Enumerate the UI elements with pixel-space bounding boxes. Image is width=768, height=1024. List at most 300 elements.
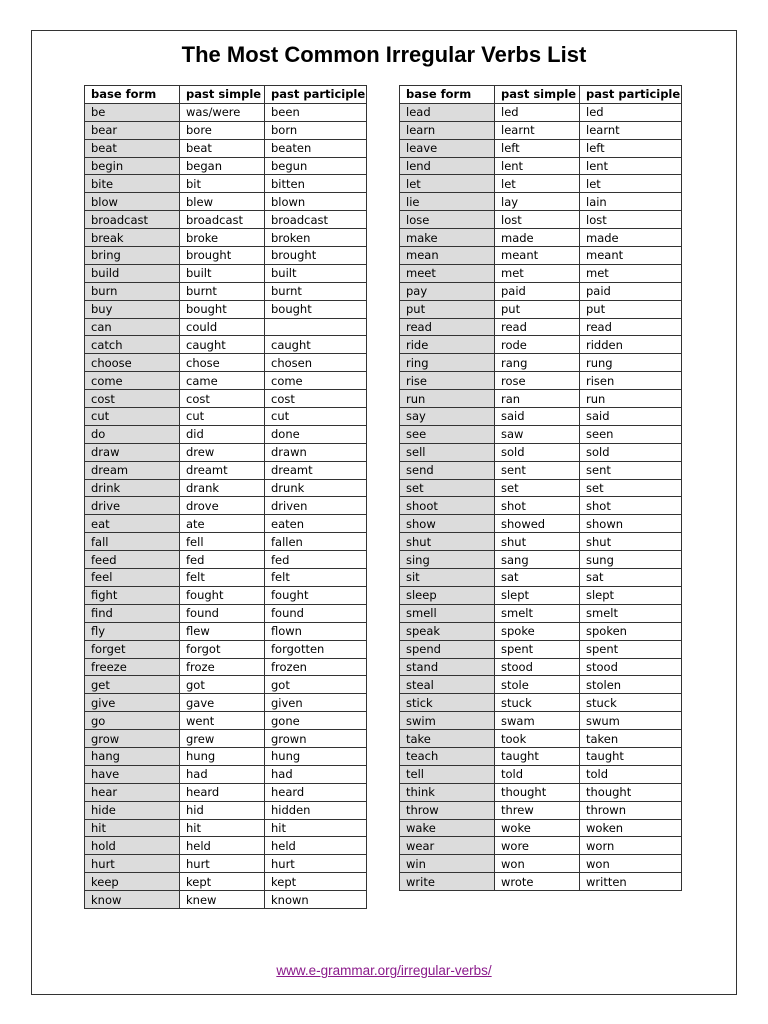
cell-past-participle: seen	[580, 425, 682, 443]
cell-past-simple: hid	[180, 801, 265, 819]
table-row	[400, 264, 682, 282]
table-row	[400, 372, 682, 390]
cell-past-participle: dreamt	[265, 461, 367, 479]
cell-past-simple: sang	[495, 551, 580, 569]
table-row	[400, 443, 682, 461]
cell-past-simple: won	[495, 855, 580, 873]
cell-past-simple: made	[495, 229, 580, 247]
table-row	[85, 479, 367, 497]
cell-past-simple: built	[180, 264, 265, 282]
table-row	[400, 855, 682, 873]
table-row	[85, 318, 367, 336]
table-row	[85, 282, 367, 300]
cell-past-participle: made	[580, 229, 682, 247]
cell-base-form: stand	[400, 658, 495, 676]
cell-past-simple: spoke	[495, 622, 580, 640]
table-row	[85, 891, 367, 909]
cell-past-participle: sat	[580, 569, 682, 587]
cell-base-form: keep	[85, 873, 180, 891]
cell-base-form: fight	[85, 586, 180, 604]
cell-past-simple: led	[495, 103, 580, 121]
cell-past-simple: learnt	[495, 121, 580, 139]
table-row	[400, 193, 682, 211]
cell-base-form: know	[85, 891, 180, 909]
table-row	[85, 157, 367, 175]
cell-past-participle: told	[580, 765, 682, 783]
table-row	[400, 497, 682, 515]
table-row	[400, 354, 682, 372]
cell-base-form: lose	[400, 211, 495, 229]
table-row	[400, 569, 682, 587]
cell-base-form: let	[400, 175, 495, 193]
cell-base-form: pay	[400, 282, 495, 300]
cell-past-simple: put	[495, 300, 580, 318]
cell-past-participle: hung	[265, 747, 367, 765]
table-row	[85, 801, 367, 819]
cell-base-form: bite	[85, 175, 180, 193]
cell-past-simple: fought	[180, 586, 265, 604]
table-row	[85, 121, 367, 139]
cell-base-form: sleep	[400, 586, 495, 604]
cell-past-participle: broadcast	[265, 211, 367, 229]
cell-past-simple: stood	[495, 658, 580, 676]
table-row	[85, 515, 367, 533]
cell-past-simple: paid	[495, 282, 580, 300]
cell-past-participle: given	[265, 694, 367, 712]
cell-past-simple: took	[495, 730, 580, 748]
table-row	[400, 533, 682, 551]
table-row	[85, 372, 367, 390]
cell-base-form: throw	[400, 801, 495, 819]
cell-base-form: get	[85, 676, 180, 694]
cell-past-participle	[265, 318, 367, 336]
cell-past-participle: sung	[580, 551, 682, 569]
cell-base-form: spend	[400, 640, 495, 658]
table-row	[85, 676, 367, 694]
table-row	[85, 569, 367, 587]
cell-past-simple: drove	[180, 497, 265, 515]
cell-base-form: begin	[85, 157, 180, 175]
cell-past-simple: chose	[180, 354, 265, 372]
table-row	[400, 479, 682, 497]
table-row	[400, 211, 682, 229]
cell-past-participle: frozen	[265, 658, 367, 676]
table-row	[400, 765, 682, 783]
cell-past-simple: knew	[180, 891, 265, 909]
cell-past-simple: lost	[495, 211, 580, 229]
cell-base-form: bear	[85, 121, 180, 139]
cell-past-simple: thought	[495, 783, 580, 801]
cell-base-form: steal	[400, 676, 495, 694]
cell-past-simple: fed	[180, 551, 265, 569]
cell-past-simple: came	[180, 372, 265, 390]
table-row	[85, 747, 367, 765]
cell-past-participle: eaten	[265, 515, 367, 533]
cell-past-participle: felt	[265, 569, 367, 587]
cell-base-form: send	[400, 461, 495, 479]
cell-past-simple: rode	[495, 336, 580, 354]
table-row	[85, 765, 367, 783]
cell-past-participle: risen	[580, 372, 682, 390]
cell-past-simple: showed	[495, 515, 580, 533]
cell-past-participle: set	[580, 479, 682, 497]
cell-past-simple: taught	[495, 747, 580, 765]
cell-base-form: come	[85, 372, 180, 390]
table-row	[85, 264, 367, 282]
cell-past-simple: sold	[495, 443, 580, 461]
cell-past-simple: bought	[180, 300, 265, 318]
cell-past-participle: hidden	[265, 801, 367, 819]
cell-past-simple: sent	[495, 461, 580, 479]
table-row	[400, 712, 682, 730]
table-row	[400, 586, 682, 604]
header-past-participle: past participle	[265, 86, 367, 104]
cell-base-form: wear	[400, 837, 495, 855]
cell-base-form: forget	[85, 640, 180, 658]
table-row	[400, 336, 682, 354]
cell-past-participle: left	[580, 139, 682, 157]
cell-base-form: drive	[85, 497, 180, 515]
cell-base-form: hang	[85, 747, 180, 765]
cell-past-simple: had	[180, 765, 265, 783]
cell-past-participle: heard	[265, 783, 367, 801]
cell-base-form: speak	[400, 622, 495, 640]
cell-base-form: teach	[400, 747, 495, 765]
table-row	[85, 211, 367, 229]
table-row	[85, 354, 367, 372]
cell-past-participle: taught	[580, 747, 682, 765]
cell-base-form: build	[85, 264, 180, 282]
cell-past-simple: forgot	[180, 640, 265, 658]
cell-past-participle: fed	[265, 551, 367, 569]
cell-base-form: leave	[400, 139, 495, 157]
cell-base-form: meet	[400, 264, 495, 282]
table-row	[85, 640, 367, 658]
table-row	[400, 229, 682, 247]
table-row	[85, 855, 367, 873]
cell-past-participle: cost	[265, 390, 367, 408]
cell-past-participle: lost	[580, 211, 682, 229]
cell-past-participle: spent	[580, 640, 682, 658]
cell-past-participle: done	[265, 425, 367, 443]
cell-past-simple: grew	[180, 730, 265, 748]
table-row	[400, 461, 682, 479]
cell-past-participle: stolen	[580, 676, 682, 694]
cell-past-participle: said	[580, 408, 682, 426]
cell-base-form: smell	[400, 604, 495, 622]
cell-base-form: hide	[85, 801, 180, 819]
cell-base-form: do	[85, 425, 180, 443]
cell-base-form: cost	[85, 390, 180, 408]
cell-past-simple: ate	[180, 515, 265, 533]
cell-base-form: mean	[400, 247, 495, 265]
table-row	[85, 175, 367, 193]
cell-past-participle: paid	[580, 282, 682, 300]
cell-past-participle: beaten	[265, 139, 367, 157]
cell-past-participle: sent	[580, 461, 682, 479]
table-row	[400, 318, 682, 336]
cell-past-participle: rung	[580, 354, 682, 372]
cell-past-simple: began	[180, 157, 265, 175]
cell-base-form: learn	[400, 121, 495, 139]
cell-past-simple: threw	[495, 801, 580, 819]
cell-base-form: think	[400, 783, 495, 801]
table-row	[85, 730, 367, 748]
cell-past-simple: rang	[495, 354, 580, 372]
cell-base-form: feed	[85, 551, 180, 569]
cell-past-participle: hurt	[265, 855, 367, 873]
cell-past-simple: slept	[495, 586, 580, 604]
cell-past-participle: caught	[265, 336, 367, 354]
cell-past-simple: wrote	[495, 873, 580, 891]
cell-past-simple: bit	[180, 175, 265, 193]
table-row	[400, 604, 682, 622]
cell-past-simple: hung	[180, 747, 265, 765]
table-row	[400, 157, 682, 175]
cell-past-participle: fallen	[265, 533, 367, 551]
cell-past-participle: flown	[265, 622, 367, 640]
cell-base-form: wake	[400, 819, 495, 837]
cell-past-simple: cost	[180, 390, 265, 408]
cell-past-participle: stuck	[580, 694, 682, 712]
cell-past-participle: met	[580, 264, 682, 282]
cell-base-form: see	[400, 425, 495, 443]
table-row	[85, 247, 367, 265]
cell-base-form: lie	[400, 193, 495, 211]
cell-past-simple: sat	[495, 569, 580, 587]
cell-base-form: give	[85, 694, 180, 712]
cell-base-form: hear	[85, 783, 180, 801]
header-past-participle: past participle	[580, 86, 682, 104]
cell-past-participle: ridden	[580, 336, 682, 354]
table-row	[400, 873, 682, 891]
cell-past-participle: won	[580, 855, 682, 873]
table-row	[85, 658, 367, 676]
cell-base-form: swim	[400, 712, 495, 730]
cell-base-form: feel	[85, 569, 180, 587]
cell-base-form: freeze	[85, 658, 180, 676]
cell-past-simple: caught	[180, 336, 265, 354]
cell-past-participle: sold	[580, 443, 682, 461]
cell-past-simple: shot	[495, 497, 580, 515]
verbs-table-right	[399, 85, 682, 891]
cell-past-simple: dreamt	[180, 461, 265, 479]
cell-base-form: choose	[85, 354, 180, 372]
cell-past-participle: forgotten	[265, 640, 367, 658]
cell-past-participle: drunk	[265, 479, 367, 497]
cell-past-participle: slept	[580, 586, 682, 604]
cell-past-participle: been	[265, 103, 367, 121]
cell-base-form: break	[85, 229, 180, 247]
cell-base-form: lend	[400, 157, 495, 175]
cell-past-participle: built	[265, 264, 367, 282]
cell-past-participle: burnt	[265, 282, 367, 300]
cell-past-participle: hit	[265, 819, 367, 837]
cell-past-participle: read	[580, 318, 682, 336]
cell-past-simple: got	[180, 676, 265, 694]
cell-past-simple: did	[180, 425, 265, 443]
cell-past-participle: put	[580, 300, 682, 318]
cell-past-simple: let	[495, 175, 580, 193]
cell-past-simple: lay	[495, 193, 580, 211]
cell-past-participle: worn	[580, 837, 682, 855]
cell-past-participle: got	[265, 676, 367, 694]
cell-past-participle: thrown	[580, 801, 682, 819]
cell-past-participle: driven	[265, 497, 367, 515]
cell-base-form: stick	[400, 694, 495, 712]
table-row	[85, 873, 367, 891]
cell-past-simple: ran	[495, 390, 580, 408]
cell-past-participle: shut	[580, 533, 682, 551]
cell-past-simple: hit	[180, 819, 265, 837]
table-row	[400, 747, 682, 765]
table-row	[400, 139, 682, 157]
cell-past-simple: drew	[180, 443, 265, 461]
cell-past-simple: saw	[495, 425, 580, 443]
cell-past-simple: gave	[180, 694, 265, 712]
cell-past-simple: flew	[180, 622, 265, 640]
table-row	[400, 658, 682, 676]
cell-past-simple: could	[180, 318, 265, 336]
cell-base-form: fall	[85, 533, 180, 551]
table-row	[85, 408, 367, 426]
table-row	[85, 425, 367, 443]
cell-past-participle: had	[265, 765, 367, 783]
cell-base-form: can	[85, 318, 180, 336]
cell-base-form: grow	[85, 730, 180, 748]
cell-base-form: have	[85, 765, 180, 783]
header-base-form: base form	[400, 86, 495, 104]
cell-past-participle: drawn	[265, 443, 367, 461]
cell-past-participle: come	[265, 372, 367, 390]
table-row	[85, 604, 367, 622]
cell-past-simple: blew	[180, 193, 265, 211]
cell-base-form: buy	[85, 300, 180, 318]
cell-base-form: run	[400, 390, 495, 408]
cell-base-form: rise	[400, 372, 495, 390]
cell-base-form: hurt	[85, 855, 180, 873]
cell-past-participle: run	[580, 390, 682, 408]
cell-base-form: read	[400, 318, 495, 336]
cell-base-form: hold	[85, 837, 180, 855]
cell-past-simple: hurt	[180, 855, 265, 873]
table-row	[400, 801, 682, 819]
cell-base-form: ride	[400, 336, 495, 354]
cell-base-form: find	[85, 604, 180, 622]
cell-past-participle: gone	[265, 712, 367, 730]
cell-base-form: bring	[85, 247, 180, 265]
table-row	[85, 586, 367, 604]
cell-base-form: shut	[400, 533, 495, 551]
table-row	[400, 121, 682, 139]
table-row	[400, 282, 682, 300]
cell-base-form: hit	[85, 819, 180, 837]
table-row	[85, 390, 367, 408]
cell-base-form: lead	[400, 103, 495, 121]
table-row	[400, 515, 682, 533]
cell-past-simple: cut	[180, 408, 265, 426]
cell-base-form: broadcast	[85, 211, 180, 229]
cell-past-participle: broken	[265, 229, 367, 247]
table-row	[85, 622, 367, 640]
verbs-table-left	[84, 85, 367, 909]
cell-past-participle: taken	[580, 730, 682, 748]
table-row	[85, 551, 367, 569]
cell-past-simple: kept	[180, 873, 265, 891]
table-row	[400, 300, 682, 318]
cell-past-simple: broadcast	[180, 211, 265, 229]
cell-past-simple: went	[180, 712, 265, 730]
cell-past-simple: met	[495, 264, 580, 282]
table-row	[85, 103, 367, 121]
cell-base-form: win	[400, 855, 495, 873]
cell-past-participle: known	[265, 891, 367, 909]
cell-past-participle: spoken	[580, 622, 682, 640]
cell-past-participle: fought	[265, 586, 367, 604]
cell-past-participle: found	[265, 604, 367, 622]
cell-base-form: fly	[85, 622, 180, 640]
cell-past-participle: held	[265, 837, 367, 855]
cell-base-form: say	[400, 408, 495, 426]
table-row	[400, 390, 682, 408]
table-row	[400, 551, 682, 569]
cell-past-simple: stole	[495, 676, 580, 694]
cell-past-participle: blown	[265, 193, 367, 211]
table-row	[400, 837, 682, 855]
cell-past-simple: felt	[180, 569, 265, 587]
table-row	[400, 640, 682, 658]
cell-past-participle: learnt	[580, 121, 682, 139]
cell-past-simple: froze	[180, 658, 265, 676]
cell-base-form: shoot	[400, 497, 495, 515]
cell-base-form: drink	[85, 479, 180, 497]
cell-past-participle: brought	[265, 247, 367, 265]
table-row	[85, 461, 367, 479]
table-row	[400, 103, 682, 121]
cell-base-form: catch	[85, 336, 180, 354]
footer-link[interactable]: www.e-grammar.org/irregular-verbs/	[276, 963, 492, 978]
table-row	[400, 622, 682, 640]
cell-past-participle: stood	[580, 658, 682, 676]
cell-past-participle: led	[580, 103, 682, 121]
cell-past-simple: fell	[180, 533, 265, 551]
cell-past-simple: stuck	[495, 694, 580, 712]
cell-base-form: go	[85, 712, 180, 730]
cell-past-simple: brought	[180, 247, 265, 265]
cell-base-form: show	[400, 515, 495, 533]
cell-past-simple: drank	[180, 479, 265, 497]
cell-base-form: set	[400, 479, 495, 497]
table-row	[85, 193, 367, 211]
cell-past-simple: found	[180, 604, 265, 622]
cell-base-form: blow	[85, 193, 180, 211]
table-row	[400, 175, 682, 193]
cell-past-simple: wore	[495, 837, 580, 855]
cell-base-form: dream	[85, 461, 180, 479]
cell-base-form: ring	[400, 354, 495, 372]
header-past-simple: past simple	[495, 86, 580, 104]
cell-past-participle: woken	[580, 819, 682, 837]
cell-past-simple: set	[495, 479, 580, 497]
cell-past-simple: meant	[495, 247, 580, 265]
cell-base-form: sell	[400, 443, 495, 461]
cell-past-simple: was/were	[180, 103, 265, 121]
cell-past-participle: shown	[580, 515, 682, 533]
cell-past-simple: held	[180, 837, 265, 855]
cell-base-form: beat	[85, 139, 180, 157]
table-row	[85, 497, 367, 515]
cell-past-participle: chosen	[265, 354, 367, 372]
